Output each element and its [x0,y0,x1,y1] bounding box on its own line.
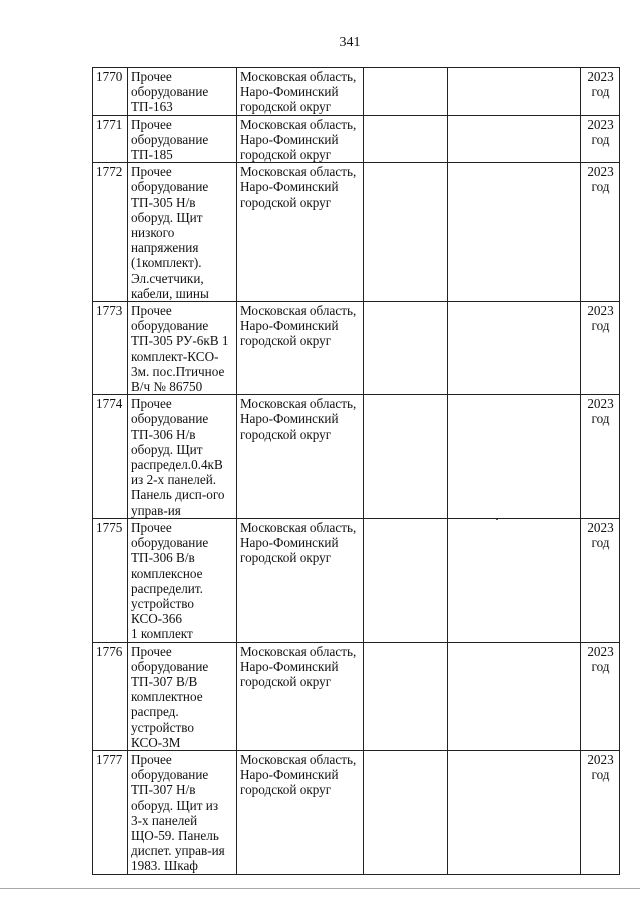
address-line: городской округ [240,99,332,115]
empty-cell [364,302,448,395]
item-name-line: управ-ия [131,502,181,518]
item-name-cell [128,642,237,750]
row-number: 1770 [93,68,128,116]
empty-cell [448,750,581,874]
item-name-line: Панель дисп-ого [131,487,225,503]
item-name-line: распред. [131,704,179,720]
empty-cell [364,68,448,116]
empty-cell [364,395,448,519]
item-name-line: ТП-307 В/В [131,673,198,689]
item-name-line: Прочее [131,303,172,319]
year-cell [581,750,620,874]
empty-cell [448,518,581,642]
registry-table [92,67,620,875]
address-line: Наро-Фоминский [240,318,339,334]
item-name-line: оборуд. Щит из [131,797,219,813]
empty-cell [364,115,448,163]
year-line: 2023 [587,643,614,659]
item-name-cell [128,750,237,874]
address-line: Наро-Фоминский [240,767,339,783]
address-line: Московская область, [240,751,357,767]
item-name-line: оборудование [131,318,209,334]
row-number: 1771 [93,115,128,163]
address-line: Наро-Фоминский [240,84,339,100]
item-name-line: оборудование [131,658,209,674]
item-name-cell [128,302,237,395]
address-line: Московская область, [240,643,357,659]
year-line: 2023 [587,519,614,535]
item-name-line: ТП-185 [131,147,173,163]
item-name-line: комплектное [131,689,203,705]
address-line: городской округ [240,333,332,349]
address-cell [237,518,364,642]
address-line: Московская область, [240,396,357,412]
table-row [93,395,620,519]
table-row [93,163,620,302]
year-line: 2023 [587,69,614,84]
address-line: городской округ [240,673,332,689]
empty-cell [364,642,448,750]
table-row [93,518,620,642]
year-line: 2023 [587,751,614,767]
item-name-line: оборудование [131,179,209,195]
address-line: городской округ [240,550,332,566]
item-name-line: Прочее [131,69,172,84]
item-name-line: ТП-305 РУ-6кВ 1 [131,333,229,349]
address-cell [237,750,364,874]
item-name-line: 1 комплект [131,626,193,642]
year-cell [581,68,620,116]
address-line: городской округ [240,426,332,442]
year-line: год [591,318,610,334]
item-name-line: распредел.0.4кВ [131,457,223,473]
item-name-line: распределит. [131,580,203,596]
year-line: год [591,84,610,100]
item-name-line: (1комплект). [131,255,202,271]
row-number: 1775 [93,518,128,642]
table-row [93,68,620,116]
item-name-line: оборудование [131,131,209,147]
item-name-cell [128,115,237,163]
year-cell [581,302,620,395]
empty-cell [364,163,448,302]
item-name-line: оборуд. Щит [131,209,203,225]
empty-cell [364,518,448,642]
item-name-line: Прочее [131,396,172,412]
address-line: Наро-Фоминский [240,131,339,147]
item-name-line: 3м. пос.Птичное [131,363,225,379]
item-name-line: ТП-163 [131,99,173,115]
address-cell [237,68,364,116]
address-line: Московская область, [240,164,357,180]
item-name-line: КСО-3М [131,734,181,750]
year-line: 2023 [587,164,614,180]
address-line: Московская область, [240,116,357,132]
item-name-line: напряжения [131,240,199,256]
item-name-cell [128,163,237,302]
address-line: Наро-Фоминский [240,535,339,551]
item-name-line: устройство [131,719,194,735]
item-name-line: оборудование [131,767,209,783]
item-name-line: Прочее [131,751,172,767]
year-line: год [591,179,610,195]
year-line: 2023 [587,116,614,132]
year-line: 2023 [587,303,614,319]
address-cell [237,163,364,302]
year-line: год [591,767,610,783]
item-name-line: низкого [131,225,175,241]
year-cell [581,395,620,519]
empty-cell [448,395,581,519]
address-line: городской округ [240,147,332,163]
address-cell [237,395,364,519]
year-cell [581,163,620,302]
table-row [93,115,620,163]
item-name-line: оборудование [131,84,209,100]
empty-cell [448,115,581,163]
year-cell [581,518,620,642]
item-name-line: кабели, шины [131,285,209,301]
address-line: Наро-Фоминский [240,411,339,427]
item-name-cell [128,395,237,519]
item-name-line: комплект-КСО- [131,348,219,364]
empty-cell [448,163,581,302]
item-name-line: из 2-х панелей. [131,472,217,488]
row-number: 1772 [93,163,128,302]
item-name-line: ТП-307 Н/в [131,782,196,798]
table-row [93,750,620,874]
scan-speck [496,519,498,520]
item-name-line: Прочее [131,643,172,659]
address-line: городской округ [240,782,332,798]
item-name-line: КСО-366 [131,611,182,627]
empty-cell [448,302,581,395]
item-name-line: ТП-306 В/в [131,550,195,566]
scan-edge-line [0,888,640,889]
address-line: Московская область, [240,69,357,84]
item-name-line: ЩО-59. Панель [131,827,219,843]
item-name-line: комплексное [131,565,203,581]
item-name-line: диспет. управ-ия [131,843,225,859]
year-cell [581,115,620,163]
empty-cell [448,68,581,116]
year-line: год [591,131,610,147]
table-row [93,642,620,750]
row-number: 1773 [93,302,128,395]
year-line: год [591,411,610,427]
item-name-line: ТП-305 Н/в [131,194,196,210]
item-name-line: Прочее [131,164,172,180]
year-line: год [591,535,610,551]
item-name-line: оборудование [131,411,209,427]
table-row [93,302,620,395]
item-name-line: Эл.счетчики, [131,270,204,286]
address-line: Московская область, [240,303,357,319]
address-cell [237,115,364,163]
item-name-line: ТП-306 Н/в [131,426,196,442]
item-name-line: В/ч № 86750 [131,379,203,395]
row-number: 1774 [93,395,128,519]
item-name-line: 1983. Шкаф [131,858,198,874]
item-name-line: Прочее [131,519,172,535]
page-number: 341 [339,35,361,50]
address-line: городской округ [240,194,332,210]
row-number: 1776 [93,642,128,750]
item-name-cell [128,68,237,116]
address-line: Наро-Фоминский [240,658,339,674]
row-number: 1777 [93,750,128,874]
item-name-line: оборудование [131,535,209,551]
empty-cell [364,750,448,874]
empty-cell [448,642,581,750]
address-cell [237,642,364,750]
year-line: год [591,658,610,674]
item-name-line: Прочее [131,116,172,132]
address-line: Московская область, [240,519,357,535]
item-name-line: оборуд. Щит [131,441,203,457]
year-line: 2023 [587,396,614,412]
address-line: Наро-Фоминский [240,179,339,195]
item-name-line: устройство [131,595,194,611]
item-name-cell [128,518,237,642]
address-cell [237,302,364,395]
item-name-line: 3-х панелей [131,812,198,828]
year-cell [581,642,620,750]
